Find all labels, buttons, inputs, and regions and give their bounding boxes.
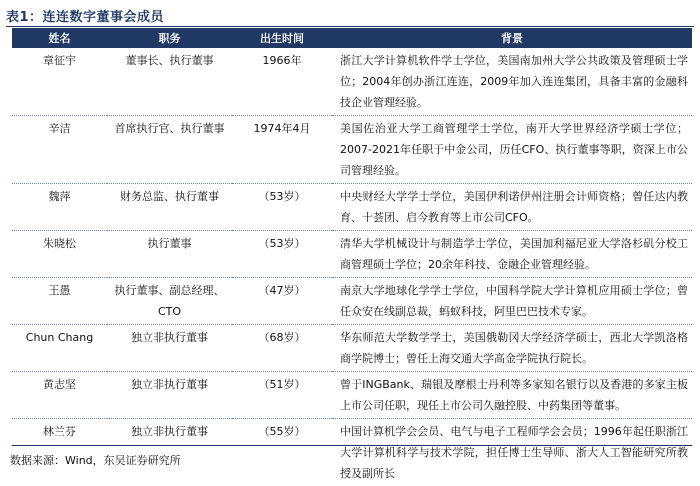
table-row [12,372,692,419]
member-role: 董事长、执行董事 [107,48,232,116]
member-name: 王愚 [12,278,107,325]
member-name: 辛洁 [12,116,107,184]
table-title: 表1：连连数字董事会成员 [6,6,164,25]
member-role: 独立非执行董事 [107,325,232,372]
member-name: 林兰芬 [12,419,107,486]
table-row [12,48,692,116]
member-role: 执行董事、副总经理、CTO [107,278,232,325]
member-role: 独立非执行董事 [107,372,232,419]
member-background: 清华大学机械设计与制造学士学位，美国加利福尼亚大学洛杉矶分校工商管理硕士学位；20余年科技、金融企业管理经验。 [332,231,692,278]
member-role: 首席执行官、执行董事 [107,116,232,184]
title-divider [6,26,694,27]
column-header-name: 姓名 [12,28,107,48]
member-background: 曾于INGBank、瑞银及摩根士丹利等多家知名银行以及香港的多家主板上市公司任职，现任上市公司久融控股、中药集团等董事。 [332,372,692,419]
member-birth: 1974年4月 [232,116,332,184]
member-background: 美国佐治亚大学工商管理学士学位，南开大学世界经济学硕士学位；2007-2021年任职于中金公司，历任CFO、执行董事等职，资深上市公司管理经验。 [332,116,692,184]
member-name: 魏萍 [12,184,107,231]
source-note: 数据来源：Wind，东吴证券研究所 [10,452,181,468]
table-header-row [12,28,692,48]
member-role: 执行董事 [107,231,232,278]
member-role: 财务总监、执行董事 [107,184,232,231]
column-header-background: 背景 [332,28,692,48]
member-birth: （51岁） [232,372,332,419]
table-bottom-divider [12,445,692,446]
member-birth: （47岁） [232,278,332,325]
member-birth: 1966年 [232,48,332,116]
table-row [12,231,692,278]
member-background: 华东师范大学数学学士，美国俄勒冈大学经济学硕士，西北大学凯洛格商学院博士；曾任上海交通大学高金学院执行院长。 [332,325,692,372]
member-background: 浙江大学计算机软件学士学位，美国南加州大学公共政策及管理硕士学位；2004年创办浙江连连，2009年加入连连集团，具备丰富的金融科技企业管理经验。 [332,48,692,116]
member-role: 独立非执行董事 [107,419,232,486]
member-birth: （55岁） [232,419,332,486]
member-birth: （53岁） [232,184,332,231]
table-row [12,116,692,184]
member-background: 南京大学地球化学学士学位，中国科学院大学计算机应用硕士学位；曾任众安在线副总裁，蚂蚁科技，阿里巴巴技术专家。 [332,278,692,325]
board-members-table [12,28,692,486]
member-background: 中国计算机学会会员、电气与电子工程师学会会员；1996年起任职浙江大学计算机科学与技术学院，担任博士生导师、浙大人工智能研究所教授及副所长 [332,419,692,486]
member-background: 中央财经大学学士学位，美国伊利诺伊州注册会计师资格；曾任达内教育、十荟团、启今教育等上市公司CFO。 [332,184,692,231]
member-name: 章征宇 [12,48,107,116]
column-header-role: 职务 [107,28,232,48]
column-header-birth: 出生时间 [232,28,332,48]
member-name: 黄志坚 [12,372,107,419]
member-name: 朱晓松 [12,231,107,278]
member-name: Chun Chang [12,325,107,372]
member-birth: （53岁） [232,231,332,278]
table-row [12,184,692,231]
table-row [12,325,692,372]
table-row [12,278,692,325]
member-birth: （68岁） [232,325,332,372]
